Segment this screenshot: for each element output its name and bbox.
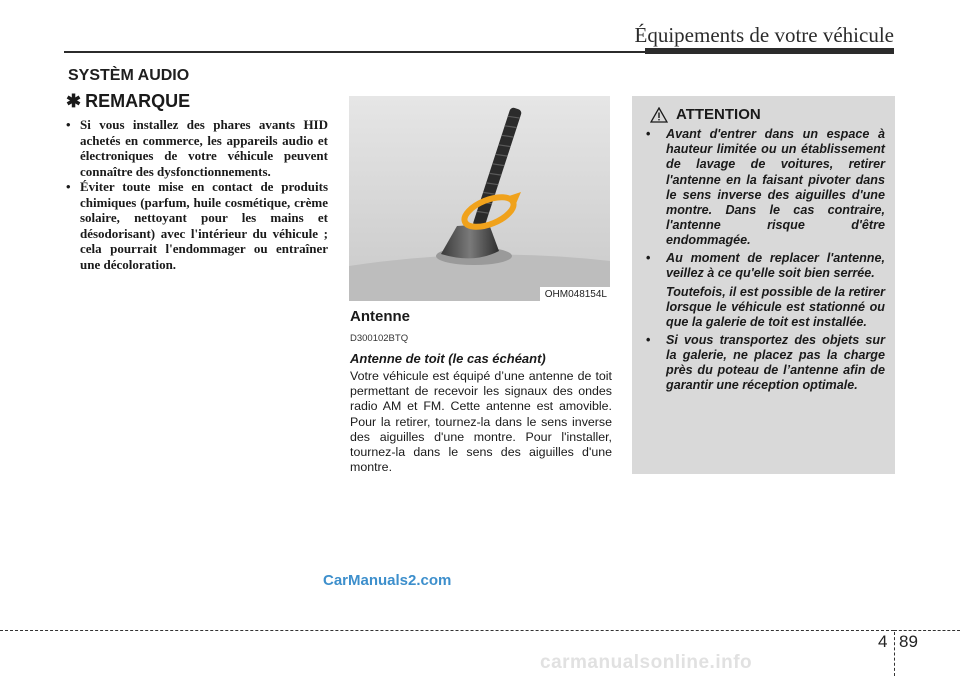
section-title: SYSTÈM AUDIO bbox=[68, 67, 190, 84]
page-chapter: 4 bbox=[878, 632, 888, 651]
attention-list bbox=[646, 333, 885, 394]
attention-item-continuation: Toutefois, il est possible de la retirer lorsque le véhicule est stationné ou que la galerie de toit est installée. bbox=[666, 285, 885, 330]
note-heading bbox=[66, 91, 328, 112]
footer-rule-left bbox=[0, 630, 894, 631]
attention-box bbox=[632, 96, 895, 474]
attention-item: • Si vous transportez des objets sur la galerie, ne placez pas la charge près du poteau de l’antenne afin de garantir une réception optimale. bbox=[646, 333, 885, 394]
figure-code: OHM048154L bbox=[540, 287, 610, 301]
attention-heading-label: ATTENTION bbox=[676, 106, 761, 123]
attention-item: • Au moment de replacer l'antenne, veillez à ce qu'elle soit bien serrée. bbox=[646, 251, 885, 281]
attention-item: • Avant d'entrer dans un espace à hauteur limitée ou un établissement de lavage de voitures, retirer l'antenne en la faisant pivoter dans le sens inverse des aiguilles d'une montre. Dans le cas contraire, l'antenne risque d'être endommagée. bbox=[646, 127, 885, 249]
asterisk-icon: ✱ bbox=[66, 91, 82, 111]
footer-watermark: carmanualsonline.info bbox=[540, 652, 753, 673]
footer-separator bbox=[894, 632, 895, 676]
note-item: • Si vous installez des phares avants HID achetés en commerce, les appareils audio et électroniques de votre véhicule peuvent connaître des dysfonctionnements. bbox=[66, 117, 328, 179]
note-block bbox=[66, 91, 328, 272]
note-list bbox=[66, 117, 328, 272]
antenna-subtitle: Antenne de toit (le cas échéant) bbox=[350, 351, 546, 366]
note-item: • Éviter toute mise en contact de produits chimiques (parfum, huile cosmétique, crème solaire, nettoyant pour les mains et désodorisant) avec l'intérieur du véhicule ; cela pourrait l'endommager ou entraîner une décoloration. bbox=[66, 179, 328, 272]
antenna-code: D300102BTQ bbox=[350, 333, 409, 344]
header-rule-accent bbox=[645, 48, 894, 54]
antenna-illustration bbox=[349, 96, 610, 301]
antenna-section bbox=[350, 308, 612, 475]
antenna-figure bbox=[349, 96, 610, 301]
antenna-body: Votre véhicule est équipé d’une antenne de toit permettant de recevoir les signaux des ondes radio AM et FM. Cette antenne est amovible. Pour la retirer, tournez-la dans le sens inverse des aiguilles d'une montre. Pour l'installer, tournez-la dans le sens des aiguilles d'une montre. bbox=[350, 369, 612, 475]
note-heading-label: REMARQUE bbox=[85, 91, 191, 111]
antenna-title: Antenne bbox=[350, 308, 410, 325]
watermark-link[interactable]: CarManuals2.com bbox=[323, 572, 452, 589]
warning-triangle-icon bbox=[650, 107, 668, 123]
header-title: Équipements de votre véhicule bbox=[634, 23, 894, 47]
attention-list bbox=[646, 127, 885, 281]
attention-heading bbox=[650, 106, 885, 123]
page-number: 89 bbox=[899, 632, 918, 651]
footer-rule-right bbox=[894, 630, 960, 631]
